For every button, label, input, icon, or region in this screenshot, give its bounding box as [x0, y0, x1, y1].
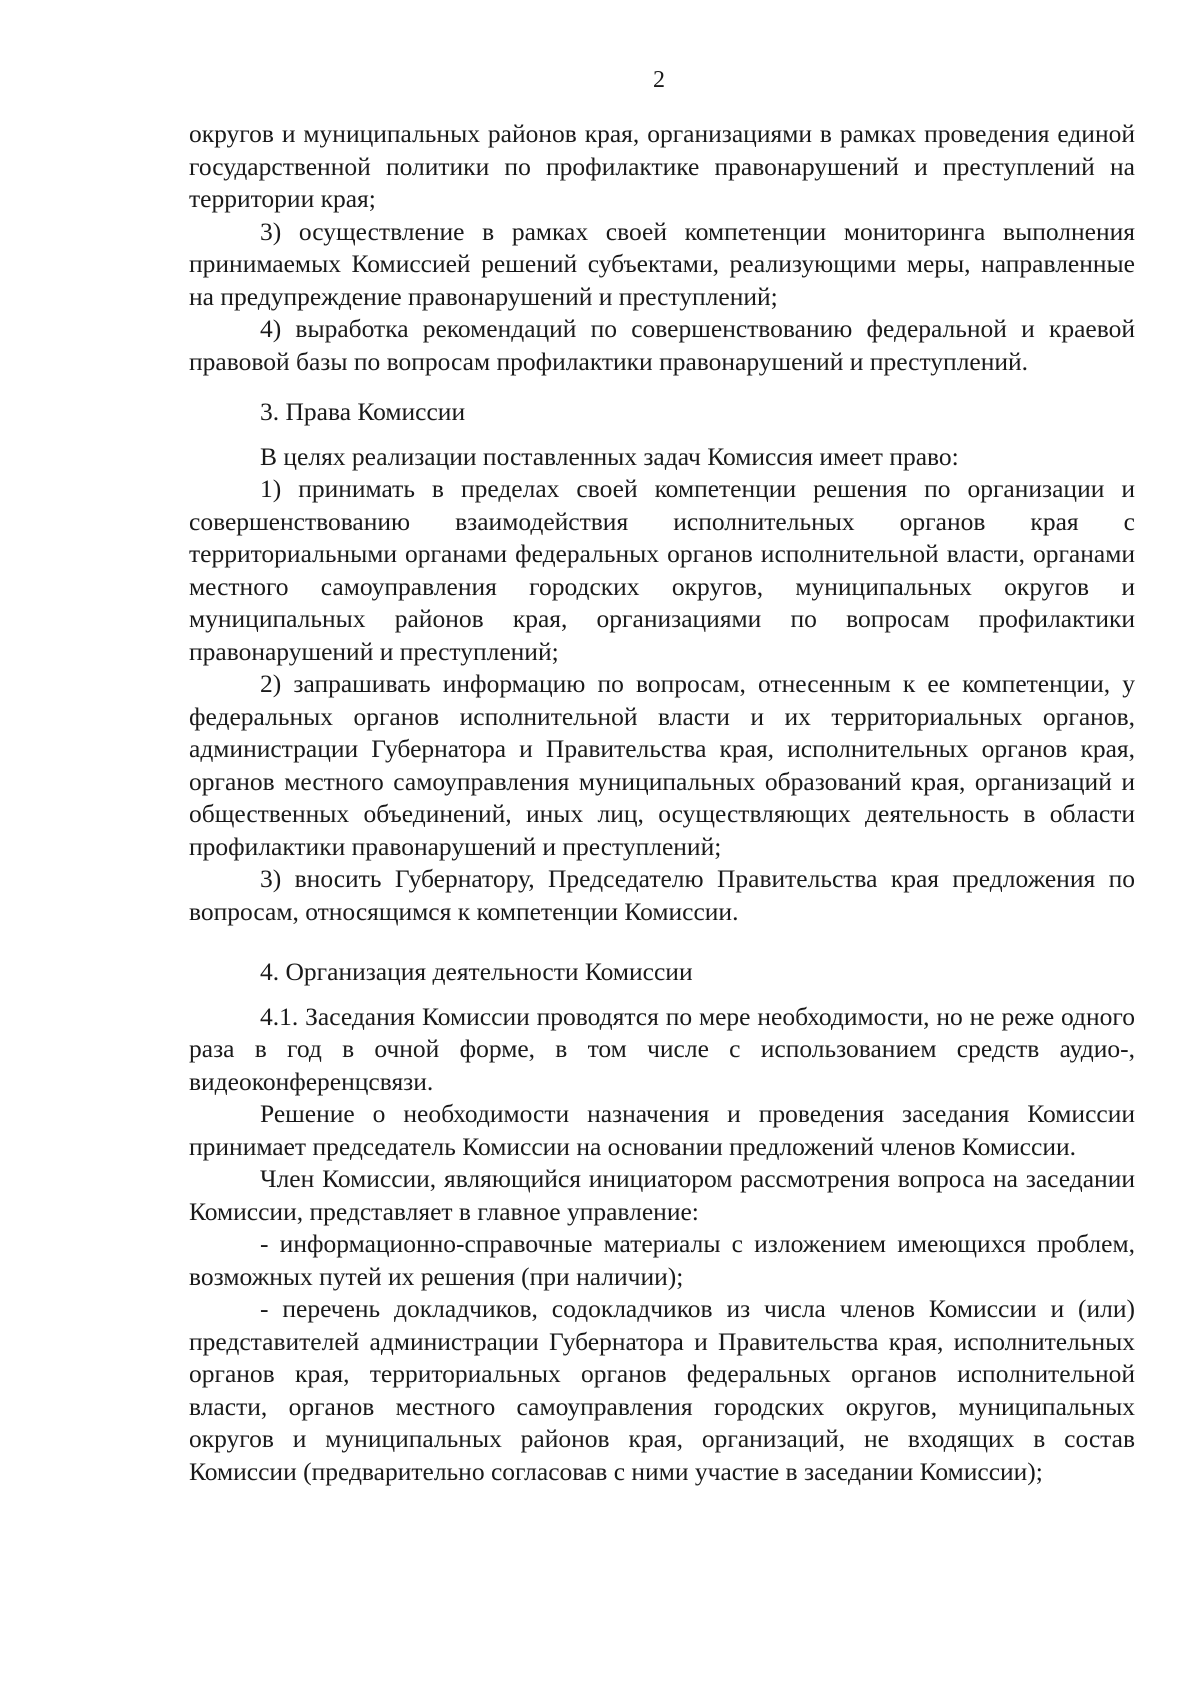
rights-item-3: 3) вносить Губернатору, Председателю Правительства края предложения по вопросам, относящимся к компетенции Комиссии.: [189, 864, 1135, 926]
paragraph-continuation: округов и муниципальных районов края, организациями в рамках проведения единой государственной политики по профилактике правонарушений и преступлений на территории края;: [189, 119, 1135, 213]
meeting-decision-paragraph: Решение о необходимости назначения и проведения заседания Комиссии принимает председатель Комиссии на основании предложений членов Комиссии.: [189, 1099, 1135, 1161]
rights-item-2: 2) запрашивать информацию по вопросам, отнесенным к ее компетенции, у федеральных органов исполнительной власти и их территориальных органов, администрации Губернатора и Правительства края, исполнительных органов края, органов местного самоуправления муниципальных образований края, организаций и общественных объединений, иных лиц, осуществляющих деятельность в области профилактики правонарушений и преступлений;: [189, 669, 1135, 861]
dash-item-materials: - информационно-справочные материалы с изложением имеющихся проблем, возможных путей их решения (при наличии);: [189, 1229, 1135, 1291]
initiator-paragraph: Член Комиссии, являющийся инициатором рассмотрения вопроса на заседании Комиссии, представляет в главное управление:: [189, 1164, 1135, 1226]
document-body: [189, 118, 1135, 1488]
rights-intro: В целях реализации поставленных задач Комиссия имеет право:: [260, 441, 959, 471]
list-item-4-recommendations: 4) выработка рекомендаций по совершенствованию федеральной и краевой правовой базы по вопросам профилактики правонарушений и преступлений.: [189, 314, 1135, 376]
section-heading-rights: 3. Права Комиссии: [260, 397, 466, 426]
section-heading-organization: 4. Организация деятельности Комиссии: [260, 957, 693, 986]
page-number: 2: [653, 67, 665, 93]
clause-4-1: 4.1. Заседания Комиссии проводятся по мере необходимости, но не реже одного раза в год в очной форме, в том числе с использованием средств аудио-, видеоконференцсвязи.: [189, 1001, 1135, 1096]
rights-item-1: 1) принимать в пределах своей компетенции решения по организации и совершенствованию взаимодействия исполнительных органов края с территориальными органами федеральных органов исполнительной власти, органами местного самоуправления городских округов, муниципальных округов и муниципальных районов края, организациями по вопросам профилактики правонарушений и преступлений;: [189, 474, 1135, 666]
list-item-3-monitoring: 3) осуществление в рамках своей компетенции мониторинга выполнения принимаемых Комиссией решений субъектами, реализующими меры, направленные на предупреждение правонарушений и преступлений;: [189, 216, 1135, 311]
dash-item-speakers: - перечень докладчиков, содокладчиков из числа членов Комиссии и (или) представителей администрации Губернатора и Правительства края, исполнительных органов края, территориальных органов федеральных органов исполнительной власти, органов местного самоуправления городских округов, муниципальных округов и муниципальных районов края, организаций, не входящих в состав Комиссии (предварительно согласовав с ними участие в заседании Комиссии);: [189, 1294, 1135, 1486]
